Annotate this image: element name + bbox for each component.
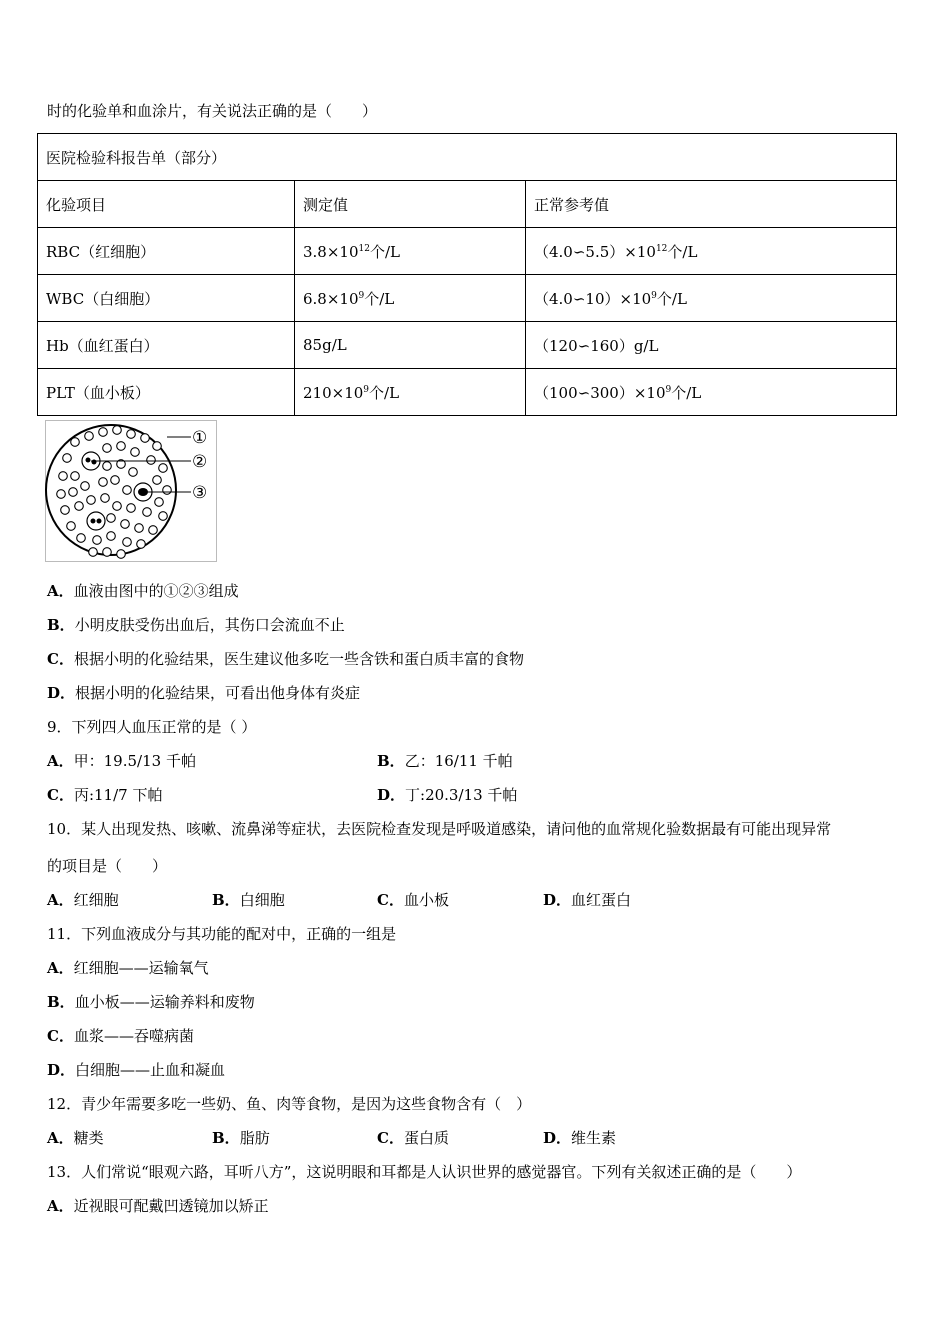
blood-smear-figure	[45, 420, 217, 562]
cell-value: 85g/L	[295, 322, 526, 369]
red-blood-cell	[99, 428, 108, 437]
q9-option-d: D．丁:20.3/13 千帕	[377, 786, 518, 804]
table-row	[38, 228, 897, 275]
red-blood-cell	[99, 478, 108, 487]
red-blood-cell	[113, 502, 122, 511]
red-blood-cell	[121, 520, 130, 529]
red-blood-cell	[85, 432, 94, 441]
cell-value: $6.8\times 10^9$个/L	[295, 275, 526, 322]
red-blood-cell	[131, 448, 140, 457]
cell-item: PLT（血小板）	[38, 369, 295, 416]
q8-option-c: C．根据小明的化验结果，医生建议他多吃一些含铁和蛋白质丰富的食物	[47, 650, 524, 668]
q10-option-c: C．血小板	[377, 891, 449, 909]
table-row	[38, 369, 897, 416]
red-blood-cell	[113, 426, 122, 435]
red-blood-cell	[143, 508, 152, 517]
header-reference: 正常参考值	[526, 181, 897, 228]
question-intro: 时的化验单和血涂片，有关说法正确的是（ ）	[47, 102, 378, 120]
red-blood-cell	[111, 476, 120, 485]
q11-option-b: B．血小板——运输养料和废物	[47, 993, 255, 1011]
red-blood-cell	[71, 438, 80, 447]
q11-stem: 11．下列血液成分与其功能的配对中，正确的一组是	[47, 925, 397, 943]
q10-stem-line-1: 10．某人出现发热、咳嗽、流鼻涕等症状，去医院检查发现是呼吸道感染，请问他的血常规化验数据最有可能出现异常	[47, 820, 832, 838]
red-blood-cell	[123, 538, 132, 547]
red-blood-cell	[67, 522, 76, 531]
red-blood-cell	[77, 534, 86, 543]
red-blood-cell	[63, 454, 72, 463]
q11-option-c: C．血浆——吞噬病菌	[47, 1027, 194, 1045]
header-value: 测定值	[295, 181, 526, 228]
red-blood-cell	[89, 548, 98, 557]
red-blood-cell	[107, 532, 116, 541]
q12-option-a: A．糖类	[47, 1129, 104, 1147]
red-blood-cell	[75, 502, 84, 511]
red-blood-cell	[123, 486, 132, 495]
table-row	[38, 322, 897, 369]
cell-reference: $(4.0∽10)\times 10^9$个/L	[526, 275, 897, 322]
red-blood-cell	[71, 472, 80, 481]
red-blood-cell	[135, 524, 144, 533]
red-blood-cell	[153, 476, 162, 485]
q12-option-b: B．脂肪	[212, 1129, 270, 1147]
red-blood-cell	[159, 512, 168, 521]
blood-smear-svg	[45, 420, 217, 562]
red-blood-cell	[81, 482, 90, 491]
cell-reference: $(100∽300)\times 10^9$个/L	[526, 369, 897, 416]
q9-option-b: B．乙：16/11 千帕	[377, 752, 513, 770]
red-blood-cell	[129, 468, 138, 477]
q8-option-b: B．小明皮肤受伤出血后，其伤口会流血不止	[47, 616, 345, 634]
q10-option-d: D．血红蛋白	[543, 891, 632, 909]
q8-option-a: A．血液由图中的①②③组成	[47, 582, 239, 600]
red-blood-cell	[87, 496, 96, 505]
red-blood-cell	[155, 498, 164, 507]
cell-reference: $(4.0∽5.5)\times 10^{12}$个/L	[526, 228, 897, 275]
red-blood-cell	[127, 504, 136, 513]
figure-label-3: ③	[192, 483, 208, 503]
q12-stem: 12．青少年需要多吃一些奶、鱼、肉等食物，是因为这些食物含有（ ）	[47, 1095, 532, 1113]
red-blood-cell	[141, 434, 150, 443]
q13-option-a: A．近视眼可配戴凹透镜加以矫正	[47, 1197, 269, 1215]
q11-option-d: D．白细胞——止血和凝血	[47, 1061, 226, 1079]
cell-reference: （120∽160）g/L	[526, 322, 897, 369]
red-blood-cell	[153, 442, 162, 451]
cell-value: $210\times 10^9$个/L	[295, 369, 526, 416]
q10-option-a: A．红细胞	[47, 891, 119, 909]
red-blood-cell	[93, 536, 102, 545]
table-row	[38, 275, 897, 322]
q10-option-b: B．白细胞	[212, 891, 285, 909]
red-blood-cell	[101, 494, 110, 503]
red-blood-cell	[149, 526, 158, 535]
red-blood-cell	[147, 456, 156, 465]
q12-option-c: C．蛋白质	[377, 1129, 449, 1147]
q13-stem: 13．人们常说“眼观六路，耳听八方”，这说明眼和耳都是人认识世界的感觉器官。下列有关叙述正确的是（ ）	[47, 1163, 802, 1181]
figure-label-1: ①	[192, 428, 208, 448]
figure-label-2: ②	[192, 452, 208, 472]
q10-stem-line-2: 的项目是（ ）	[47, 857, 168, 875]
red-blood-cell	[103, 548, 112, 557]
cell-item: RBC（红细胞）	[38, 228, 295, 275]
q9-option-a: A．甲：19.5/13 千帕	[47, 752, 196, 770]
red-blood-cell	[117, 550, 126, 559]
red-blood-cell	[69, 488, 78, 497]
red-blood-cell	[107, 514, 116, 523]
red-blood-cell	[159, 464, 168, 473]
header-item: 化验项目	[38, 181, 295, 228]
q11-option-a: A．红细胞——运输氧气	[47, 959, 209, 977]
red-blood-cell	[103, 444, 112, 453]
report-title: 医院检验科报告单（部分）	[38, 134, 897, 181]
white-blood-cell-2	[87, 512, 105, 530]
red-blood-cell	[163, 486, 172, 495]
q12-option-d: D．维生素	[543, 1129, 617, 1147]
red-blood-cell	[137, 540, 146, 549]
cell-value: $3.8\times 10^{12}$个/L	[295, 228, 526, 275]
q8-option-d: D．根据小明的化验结果，可看出他身体有炎症	[47, 684, 361, 702]
q9-option-c: C．丙:11/7 下帕	[47, 786, 163, 804]
red-blood-cell	[61, 506, 70, 515]
red-blood-cell	[103, 462, 112, 471]
red-blood-cell	[59, 472, 68, 481]
red-blood-cell	[127, 430, 136, 439]
cell-item: Hb（血红蛋白）	[38, 322, 295, 369]
red-blood-cell	[117, 442, 126, 451]
cell-item: WBC（白细胞）	[38, 275, 295, 322]
lab-report-table	[37, 133, 897, 416]
red-blood-cell	[57, 490, 66, 499]
q9-stem: 9．下列四人血压正常的是（ ）	[47, 718, 257, 736]
